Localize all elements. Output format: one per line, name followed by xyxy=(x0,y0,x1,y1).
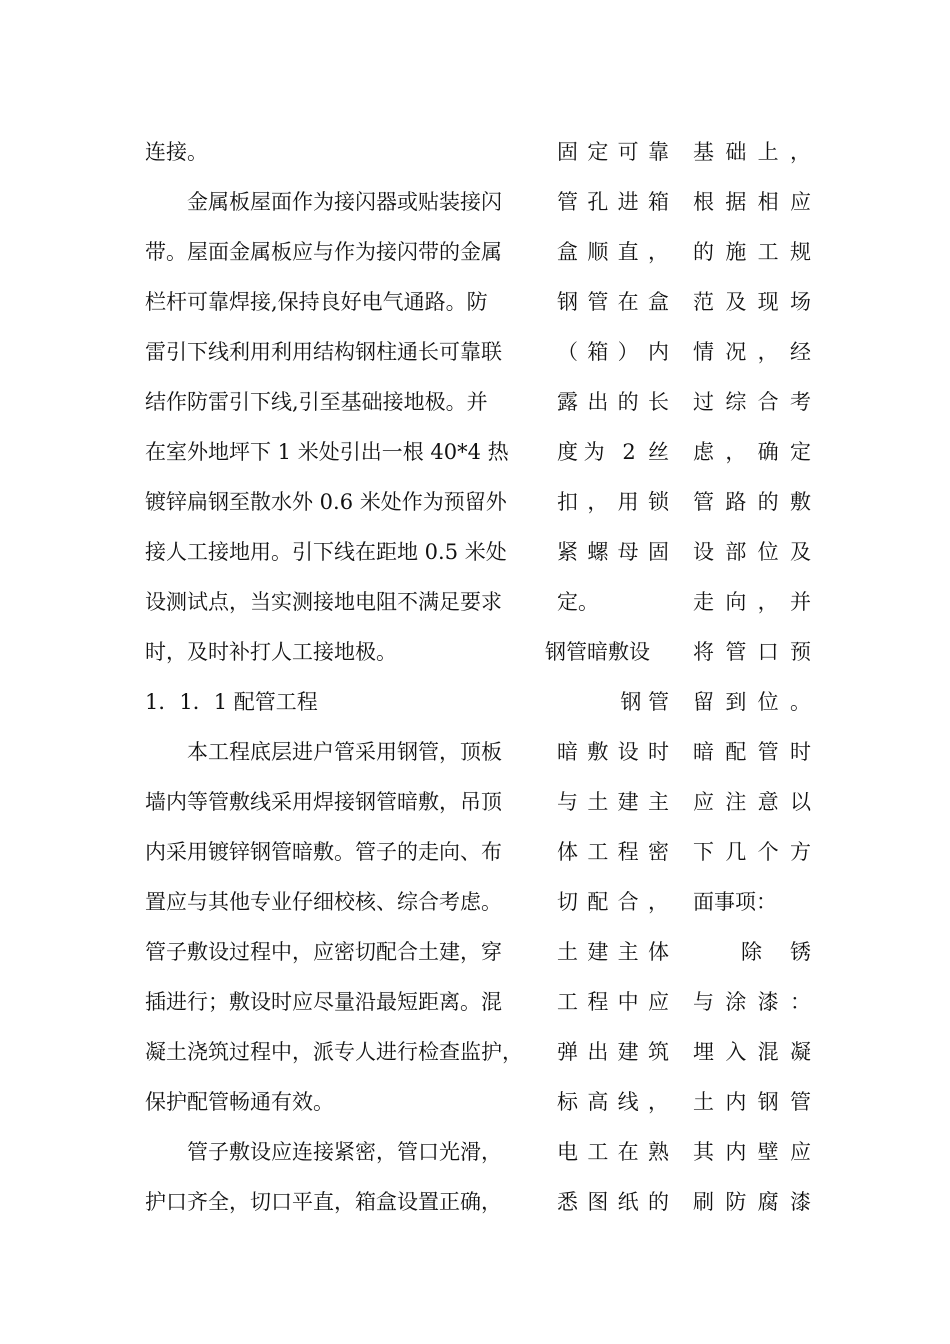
text-line: 本工程底层进户管采用钢管，顶板 xyxy=(145,740,502,764)
text-line: 露出的长 xyxy=(557,390,669,414)
text-line: （箱）内 xyxy=(557,340,669,364)
text-line: 的施工规 xyxy=(693,240,811,264)
section-heading: 1．1．1 配管工程 xyxy=(145,690,318,714)
text-line: 下几个方 xyxy=(693,840,811,864)
subheading: 除 锈 xyxy=(741,940,811,964)
text-line: 度为 2 丝 xyxy=(557,440,669,464)
text-line: 钢管在盒 xyxy=(557,290,669,314)
text-line: 弹出建筑 xyxy=(557,1040,669,1064)
text-line: 土建主体 xyxy=(557,940,669,964)
text-line: 留到位。 xyxy=(693,690,811,714)
text-line: 基础上， xyxy=(693,140,811,164)
text-line: 土内钢管 xyxy=(693,1090,811,1114)
text-line: 紧螺母固 xyxy=(557,540,669,564)
text-line: 墙内等管敷线采用焊接钢管暗敷，吊顶 xyxy=(145,790,502,814)
text-line: 保护配管畅通有效。 xyxy=(145,1090,334,1114)
text-line: 面事项： xyxy=(693,890,777,914)
text-line: 扣，用锁 xyxy=(557,490,669,514)
text-line: 管路的敷 xyxy=(693,490,811,514)
text-line: 镀锌扁钢至散水外 0.6 米处作为预留外 xyxy=(145,490,507,514)
text-line: 切配合， xyxy=(557,890,669,914)
text-line: 固定可靠 xyxy=(557,140,669,164)
text-line: 电工在熟 xyxy=(557,1140,669,1164)
text-line: 置应与其他专业仔细校核、综合考虑。 xyxy=(145,890,502,914)
text-line: 结作防雷引下线,引至基础接地极。并 xyxy=(145,390,488,414)
text-line: 钢 管 xyxy=(620,690,669,714)
text-line: 虑，确定 xyxy=(693,440,811,464)
text-line: 应注意以 xyxy=(693,790,811,814)
text-line: 标高线， xyxy=(557,1090,669,1114)
text-line: 插进行；敷设时应尽量沿最短距离。混 xyxy=(145,990,502,1014)
text-line: 金属板屋面作为接闪器或贴装接闪 xyxy=(145,190,502,214)
text-line: 情况，经 xyxy=(693,340,811,364)
text-line: 凝土浇筑过程中，派专人进行检查监护， xyxy=(145,1040,523,1064)
text-line: 根据相应 xyxy=(693,190,811,214)
text-line: 管子敷设应连接紧密，管口光滑， xyxy=(145,1140,502,1164)
text-line: 与土建主 xyxy=(557,790,669,814)
middle-text-column xyxy=(545,127,669,1227)
text-line: 体工程密 xyxy=(557,840,669,864)
text-line: 接人工接地用。引下线在距地 0.5 米处 xyxy=(145,540,507,564)
text-line: 设部位及 xyxy=(693,540,811,564)
subheading: 钢管暗敷设 xyxy=(545,640,650,664)
text-line: 雷引下线利用利用结构钢柱通长可靠联 xyxy=(145,340,502,364)
text-line: 范及现场 xyxy=(693,290,811,314)
text-line: 时，及时补打人工接地极。 xyxy=(145,640,397,664)
text-line: 内采用镀锌钢管暗敷。管子的走向、布 xyxy=(145,840,502,864)
text-line: 连接。 xyxy=(145,140,208,164)
text-line: 栏杆可靠焊接,保持良好电气通路。防 xyxy=(145,290,488,314)
text-line: 管孔进箱 xyxy=(557,190,669,214)
text-line: 管子敷设过程中，应密切配合土建，穿 xyxy=(145,940,502,964)
text-line: 工程中应 xyxy=(557,990,669,1014)
text-line: 盒顺直， xyxy=(557,240,669,264)
text-line: 带。屋面金属板应与作为接闪带的金属 xyxy=(145,240,502,264)
text-line: 过综合考 xyxy=(693,390,811,414)
text-line: 将管口预 xyxy=(693,640,811,664)
main-text-column xyxy=(145,127,540,1227)
text-line: 定。 xyxy=(557,590,599,614)
text-line: 在室外地坪下 1 米处引出一根 40*4 热 xyxy=(145,440,509,464)
text-line: 暗配管时 xyxy=(693,740,811,764)
text-line: 暗敷设时 xyxy=(557,740,669,764)
text-line: 刷防腐漆 xyxy=(693,1190,811,1214)
text-line: 与涂漆： xyxy=(693,990,811,1014)
text-line: 护口齐全，切口平直，箱盒设置正确， xyxy=(145,1190,502,1214)
text-line: 设测试点，当实测接地电阻不满足要求 xyxy=(145,590,502,614)
text-line: 悉图纸的 xyxy=(557,1190,669,1214)
text-line: 走向，并 xyxy=(693,590,811,614)
text-line: 埋入混凝 xyxy=(693,1040,811,1064)
right-text-column xyxy=(693,127,811,1227)
text-line: 其内壁应 xyxy=(693,1140,811,1164)
